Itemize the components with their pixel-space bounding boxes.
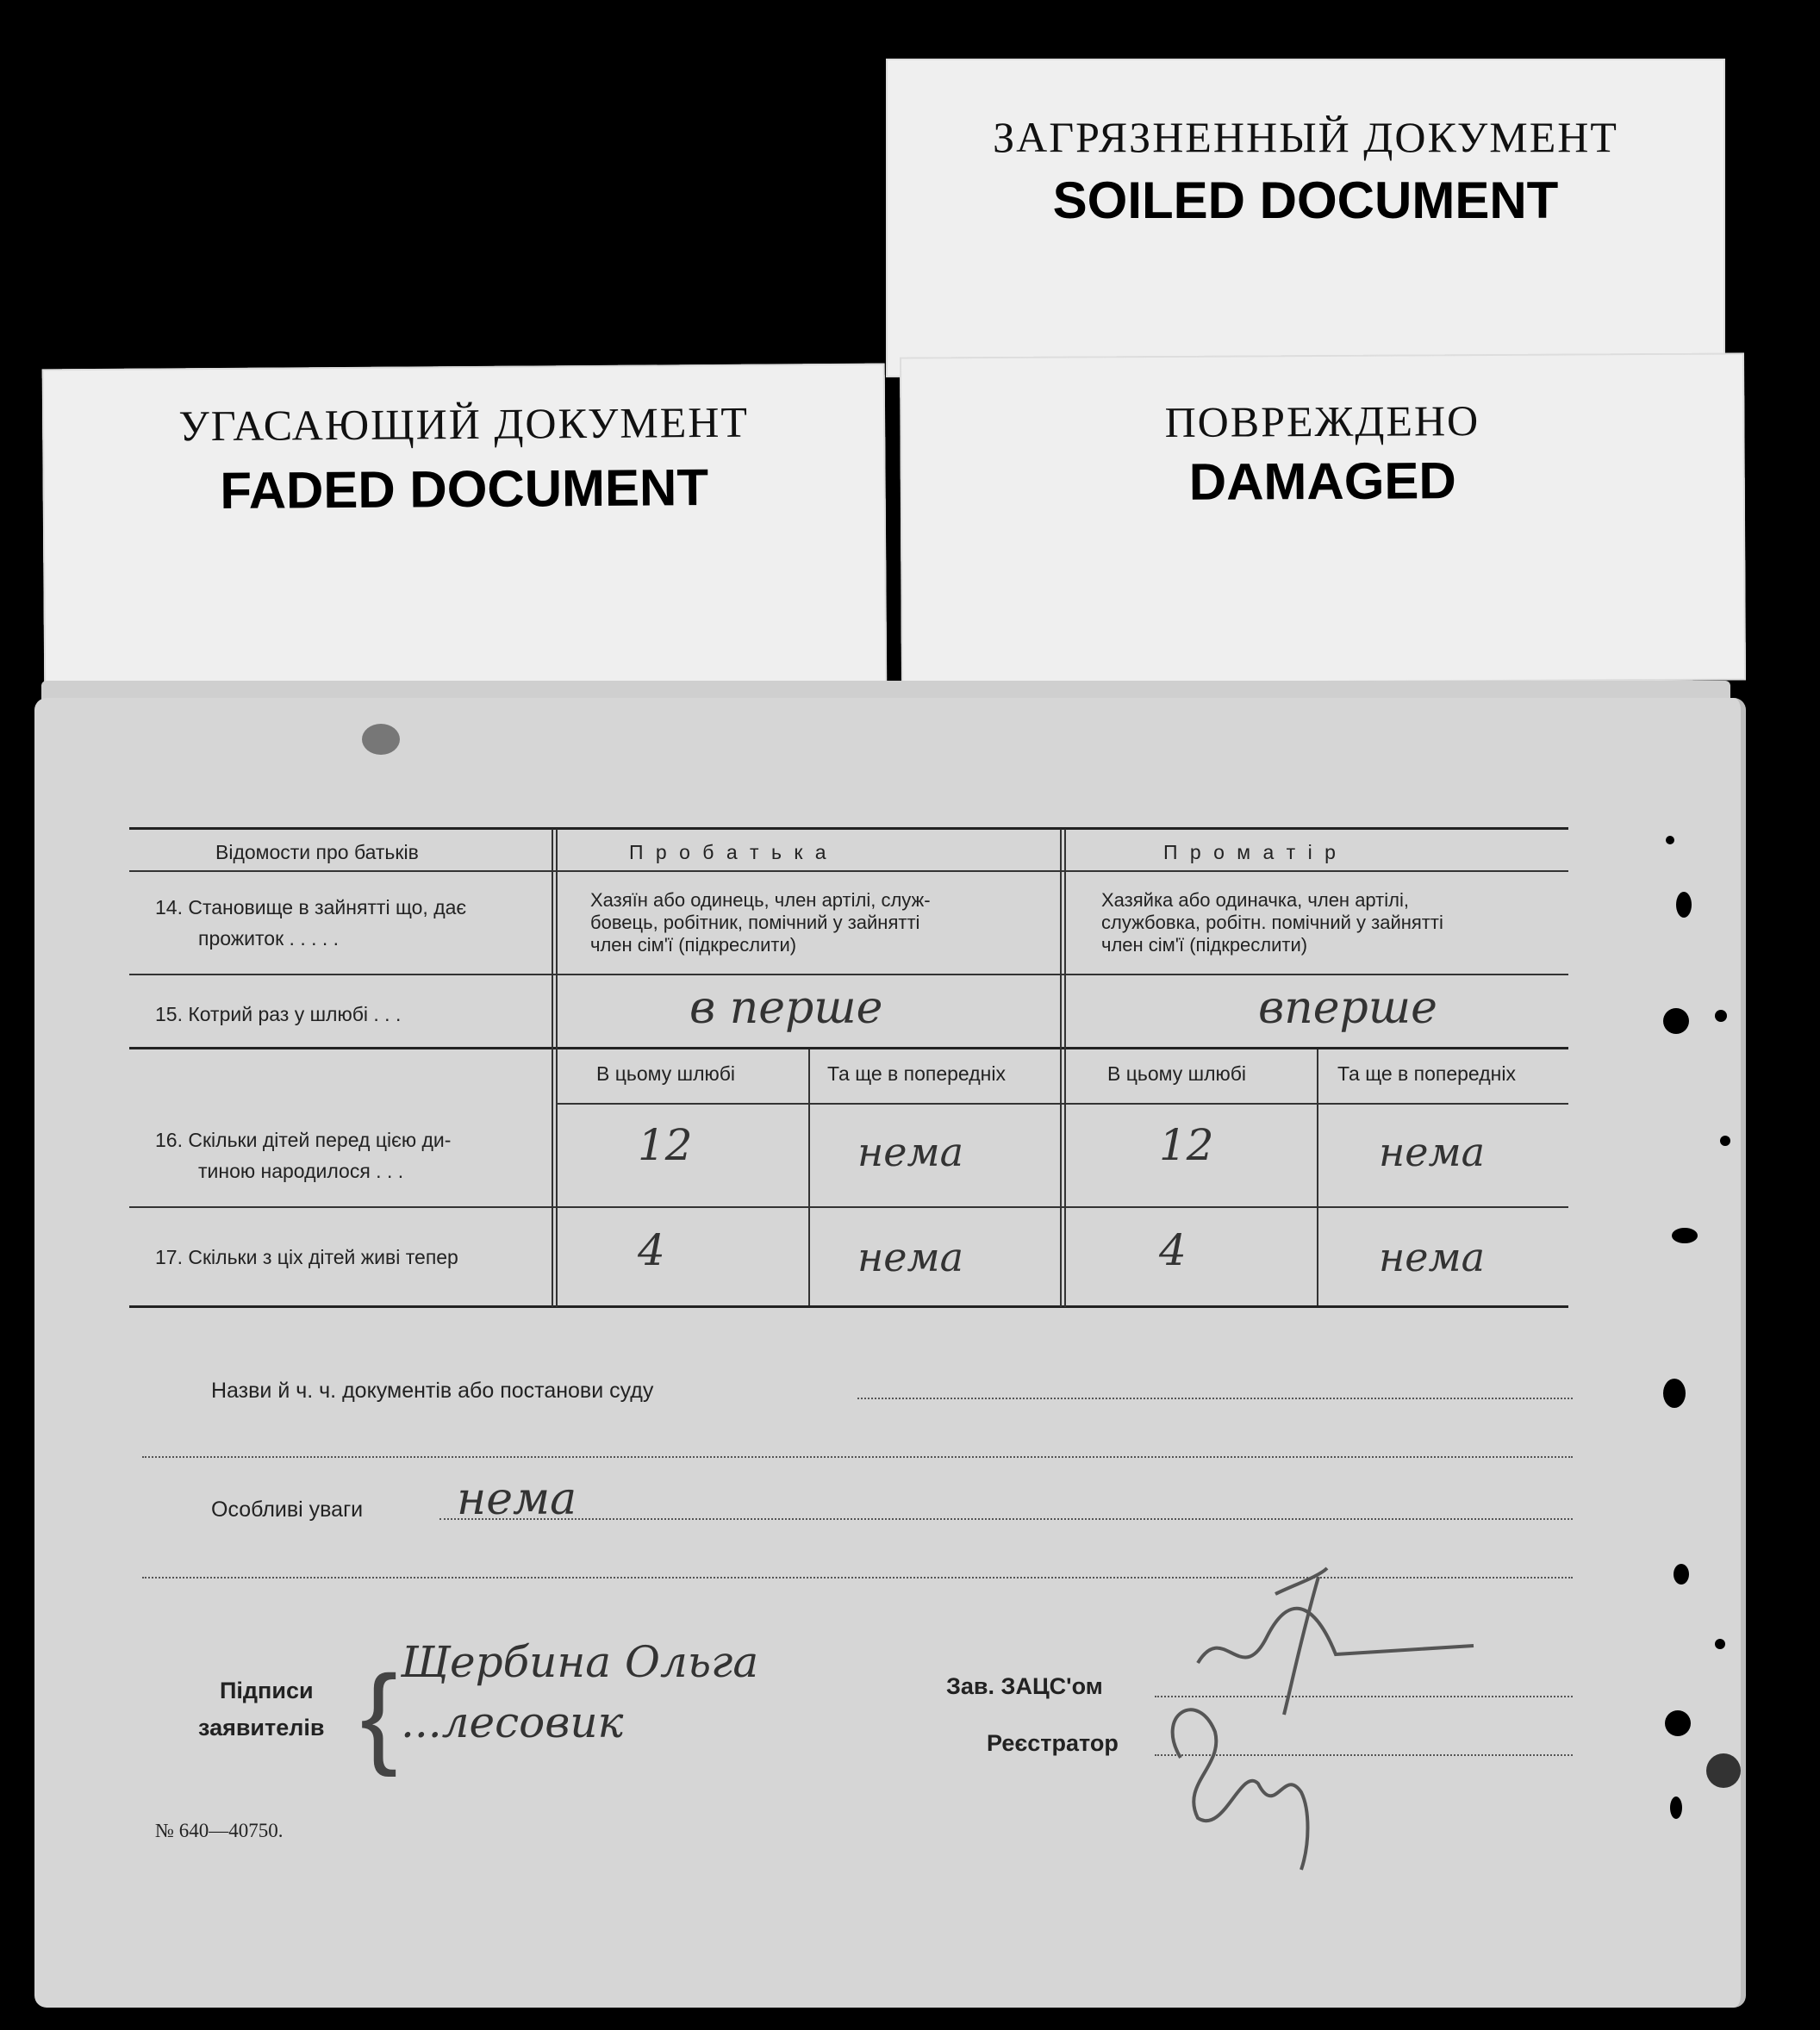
row15-rule	[129, 1047, 1568, 1049]
row14-father-line3: член сім'ї (підкреслити)	[590, 934, 797, 956]
header-rule	[129, 870, 1568, 872]
punch-hole	[1720, 1136, 1730, 1146]
signatures-label-line1: Підписи	[220, 1678, 314, 1703]
soiled-label-en: SOILED DOCUMENT	[1052, 171, 1559, 229]
punch-hole	[1715, 1639, 1725, 1649]
row14-label-line1: 14. Становище в зайнятті що, дає	[155, 896, 467, 918]
header-about-father: П р о б а т ь к а	[629, 841, 830, 863]
row14-mother-line3: член сім'ї (підкреслити)	[1101, 934, 1308, 956]
remarks-label: Особливі уваги	[211, 1498, 364, 1522]
row14-rule	[129, 974, 1568, 975]
form-number: № 640—40750.	[155, 1820, 284, 1841]
row14-father-line2: бовець, робітник, помічний у зайнятті	[590, 912, 920, 933]
punch-hole	[1672, 1228, 1698, 1243]
damaged-label-en: DAMAGED	[1188, 451, 1456, 511]
documents-line-2	[142, 1456, 1573, 1458]
subheader-mother-this-marriage: В цьому шлюбі	[1107, 1062, 1247, 1085]
documents-label: Назви й ч. ч. документів або постанови суду	[211, 1379, 654, 1403]
row17-mother-this-value: 4	[1159, 1225, 1187, 1275]
row14-mother-line1: Хазяйка або одиначка, член артілі,	[1101, 889, 1409, 911]
col-divider-sub-1	[808, 1049, 810, 1305]
col-divider-1	[552, 829, 553, 1307]
remarks-value: нема	[457, 1473, 577, 1525]
punch-hole	[1674, 1564, 1689, 1585]
row15-mother-value: вперше	[1258, 982, 1437, 1034]
punch-hole	[1665, 1710, 1691, 1736]
faded-document-label	[42, 364, 888, 697]
head-of-registry-label: Зав. ЗАЦС'ом	[946, 1673, 1103, 1699]
row16-label-line2: тиною народилося . . .	[198, 1160, 404, 1182]
row16-father-previous-value: нема	[857, 1129, 964, 1175]
col-divider-sub-2	[1317, 1049, 1318, 1305]
row14-label-line2: прожиток . . . . .	[198, 927, 340, 950]
punch-hole	[1676, 892, 1692, 918]
applicant-signature-2: ...лесовик	[401, 1697, 624, 1747]
damaged-label-ru: ПОВРЕЖДЕНО	[1164, 396, 1480, 446]
stain-mark	[362, 724, 400, 755]
remarks-line-1	[439, 1518, 1573, 1520]
documents-line-1	[857, 1398, 1573, 1399]
registrar-label: Реєстратор	[987, 1730, 1119, 1756]
registration-form	[34, 698, 1746, 2008]
subheader-mother-previous: Та ще в попередніх	[1337, 1062, 1516, 1085]
punch-hole	[1663, 1379, 1686, 1408]
row16-label-line1: 16. Скільки дітей перед цією ди-	[155, 1129, 452, 1151]
row14-father-line1: Хазяїн або одинець, член артілі, служ-	[590, 889, 931, 911]
row14-mother-line2: службовка, робітн. помічний у зайнятті	[1101, 912, 1443, 933]
col-divider-2b	[1064, 829, 1066, 1307]
col-divider-1b	[556, 829, 558, 1307]
row16-father-this-value: 12	[638, 1120, 693, 1170]
row17-mother-previous-value: нема	[1379, 1234, 1486, 1280]
row17-father-this-value: 4	[638, 1225, 665, 1275]
row15-father-value: в перше	[689, 982, 883, 1034]
header-about-mother: П р о м а т і р	[1163, 841, 1339, 863]
faded-label-ru: УГАСАЮЩИЙ ДОКУМЕНТ	[178, 397, 750, 451]
col-divider-2	[1060, 829, 1062, 1307]
damaged-document-label	[900, 352, 1746, 684]
soiled-document-label	[886, 59, 1725, 377]
subheader-father-this-marriage: В цьому шлюбі	[596, 1062, 736, 1085]
signatures-label-line2: заявителів	[198, 1715, 325, 1740]
subheader-rule	[556, 1103, 1568, 1105]
faded-label-en: FADED DOCUMENT	[220, 458, 709, 520]
punch-hole	[1670, 1796, 1682, 1819]
punch-hole	[1706, 1753, 1741, 1788]
applicant-signature-1: Щербина Ольга	[401, 1637, 759, 1687]
row17-label: 17. Скільки з ціх дітей живі тепер	[155, 1246, 458, 1268]
soiled-label-ru: ЗАГРЯЗНЕННЫЙ ДОКУМЕНТ	[993, 113, 1618, 161]
row16-rule	[129, 1206, 1568, 1208]
official-signatures	[1146, 1560, 1525, 1887]
signatures-brace: {	[360, 1652, 398, 1778]
table-top-rule	[129, 827, 1568, 830]
subheader-father-previous: Та ще в попередніх	[827, 1062, 1006, 1085]
table-bottom-rule	[129, 1305, 1568, 1308]
row15-label: 15. Котрий раз у шлюбі . . .	[155, 1003, 402, 1025]
punch-hole	[1663, 1008, 1689, 1034]
punch-hole	[1715, 1010, 1727, 1022]
punch-hole	[1666, 836, 1674, 844]
row17-father-previous-value: нема	[857, 1234, 964, 1280]
header-parents-info: Відомости про батьків	[215, 841, 419, 863]
row16-mother-this-value: 12	[1159, 1120, 1214, 1170]
row16-mother-previous-value: нема	[1379, 1129, 1486, 1175]
